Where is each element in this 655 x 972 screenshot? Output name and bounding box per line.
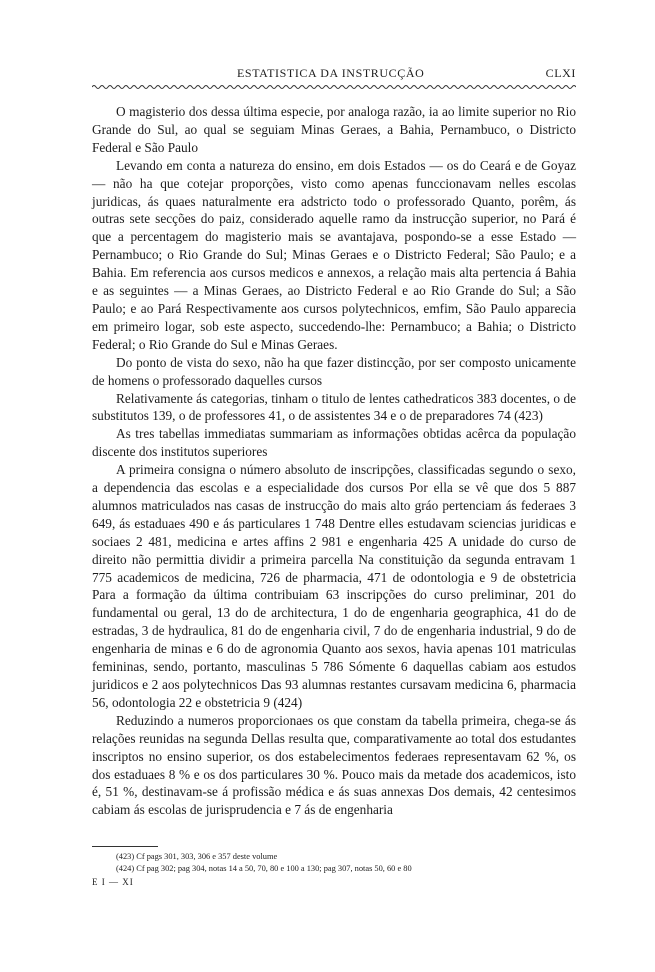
header-title: ESTATISTICA DA INSTRUCÇÃO <box>237 66 425 80</box>
paragraph: O magisterio dos dessa última especie, por analoga razão, ia ao limite superior no Rio Grande do Sul, ao qual se seguiam Minas Geraes, a Bahia, Pernambuco, o Districto Federal e São Paulo <box>92 104 576 155</box>
printer-signature-mark: E I — XI <box>92 877 134 887</box>
body-text <box>92 103 576 819</box>
footnote: (424) Cf pag 302; pag 304, notas 14 a 50, 70, 80 e 100 a 130; pag 307, notas 50, 60 e 80 <box>116 864 412 873</box>
paragraph: Levando em conta a natureza do ensino, em dois Estados — os do Ceará e de Goyaz — não ha que cotejar proporções, visto como apenas funccionavam nelles escolas juridicas, ás quaes naturalmente era adstricto todo o professorado Quanto, porêm, ás outras sete secções do paiz, considerado aquelle ramo da instrucção superior, no Pará é que a percentagem do magisterio mais se avantajava, pospondo-se a esse Estado — Pernambuco; o Rio Grande do Sul; Minas Geraes e o Districto Federal; São Paulo; e a Bahia. Em referencia aos cursos medicos e annexos, a relação mais alta pertencia á Bahia e as seguintes — a Minas Geraes, ao Districto Federal e ao Rio Grande do Sul; a São Paulo; e ao Pará Respectivamente aos cursos polytechnicos, emfim, São Paulo apparecia em primeiro logar, sob este aspecto, succedendo-lhe: Pernambuco; a Bahia; o Districto Federal; o Rio Grande do Sul e Minas Geraes. <box>92 157 576 352</box>
paragraph: Reduzindo a numeros proporcionaes os que constam da tabella primeira, chega-se ás relações reunidas na segunda Dellas resulta que, comparativamente ao total dos estudantes inscriptos no ensino superior, os dos estabelecimentos federaes representavam 62 %, os dos estaduaes 8 % e os dos particulares 30 %. Pouco mais da metade dos academicos, isto é, 51 %, destinavam-se á profissão médica e ás suas annexas Dos demais, 42 centesimos cabiam ás escolas de jurisprudencia e 7 ás de engenharia <box>92 712 576 818</box>
paragraph: A primeira consigna o número absoluto de inscripções, classificadas segundo o sexo, a dependencia das escolas e a especialidade dos cursos Por ella se vê que dos 5 887 alumnos matriculados nas casas de instrucção do mais alto gráo pertenciam ás federaes 3 649, ás estaduaes 490 e ás particulares 1 748 Dentre elles estudavam sciencias juridicas e sociaes 2 481, medicina e artes affins 2 981 e engenharia 425 A unidade do curso de direito não permittia dividir a primeira parcella Na constituição da segunda entravam 1 775 academicos de medicina, 726 de pharmacia, 471 de odontologia e 9 de obstetricia Para a formação da última contribuiam 63 inscripções do curso preliminar, 201 do fundamental ou geral, 13 do de architectura, 1 do de engenharia geographica, 41 do de estradas, 3 de hydraulica, 81 do de engenharia civil, 7 do de engenharia industrial, 9 do de engenharia de minas e 6 do de agronomia Quanto aos sexos, havia apenas 101 matriculas femininas, sendo, portanto, masculinas 5 786 Sómente 6 daquellas cabiam aos estudos juridicos e 2 aos polytechnicos Das 93 alumnas restantes cursavam medicina 6, pharmacia 56, odontologia 22 e obstetricia 9 (424) <box>92 462 576 710</box>
page-number: CLXI <box>545 66 576 80</box>
paragraph: Do ponto de vista do sexo, não ha que fazer distincção, por ser composto unicamente de homens o professorado daquelles cursos <box>92 354 576 388</box>
footnotes <box>92 851 576 875</box>
paragraph: As tres tabellas immediatas summariam as informações obtidas acêrca da população discente dos institutos superiores <box>92 426 576 460</box>
header-ornamental-rule <box>92 84 576 90</box>
footnote-divider <box>92 846 158 847</box>
footnote: (423) Cf pags 301, 303, 306 e 357 deste volume <box>116 852 278 861</box>
paragraph: Relativamente ás categorias, tinham o titulo de lentes cathedraticos 383 docentes, o de substitutos 139, o de professores 41, o de assistentes 34 e o de preparadores 74 (423) <box>92 390 576 424</box>
running-header <box>92 66 576 84</box>
